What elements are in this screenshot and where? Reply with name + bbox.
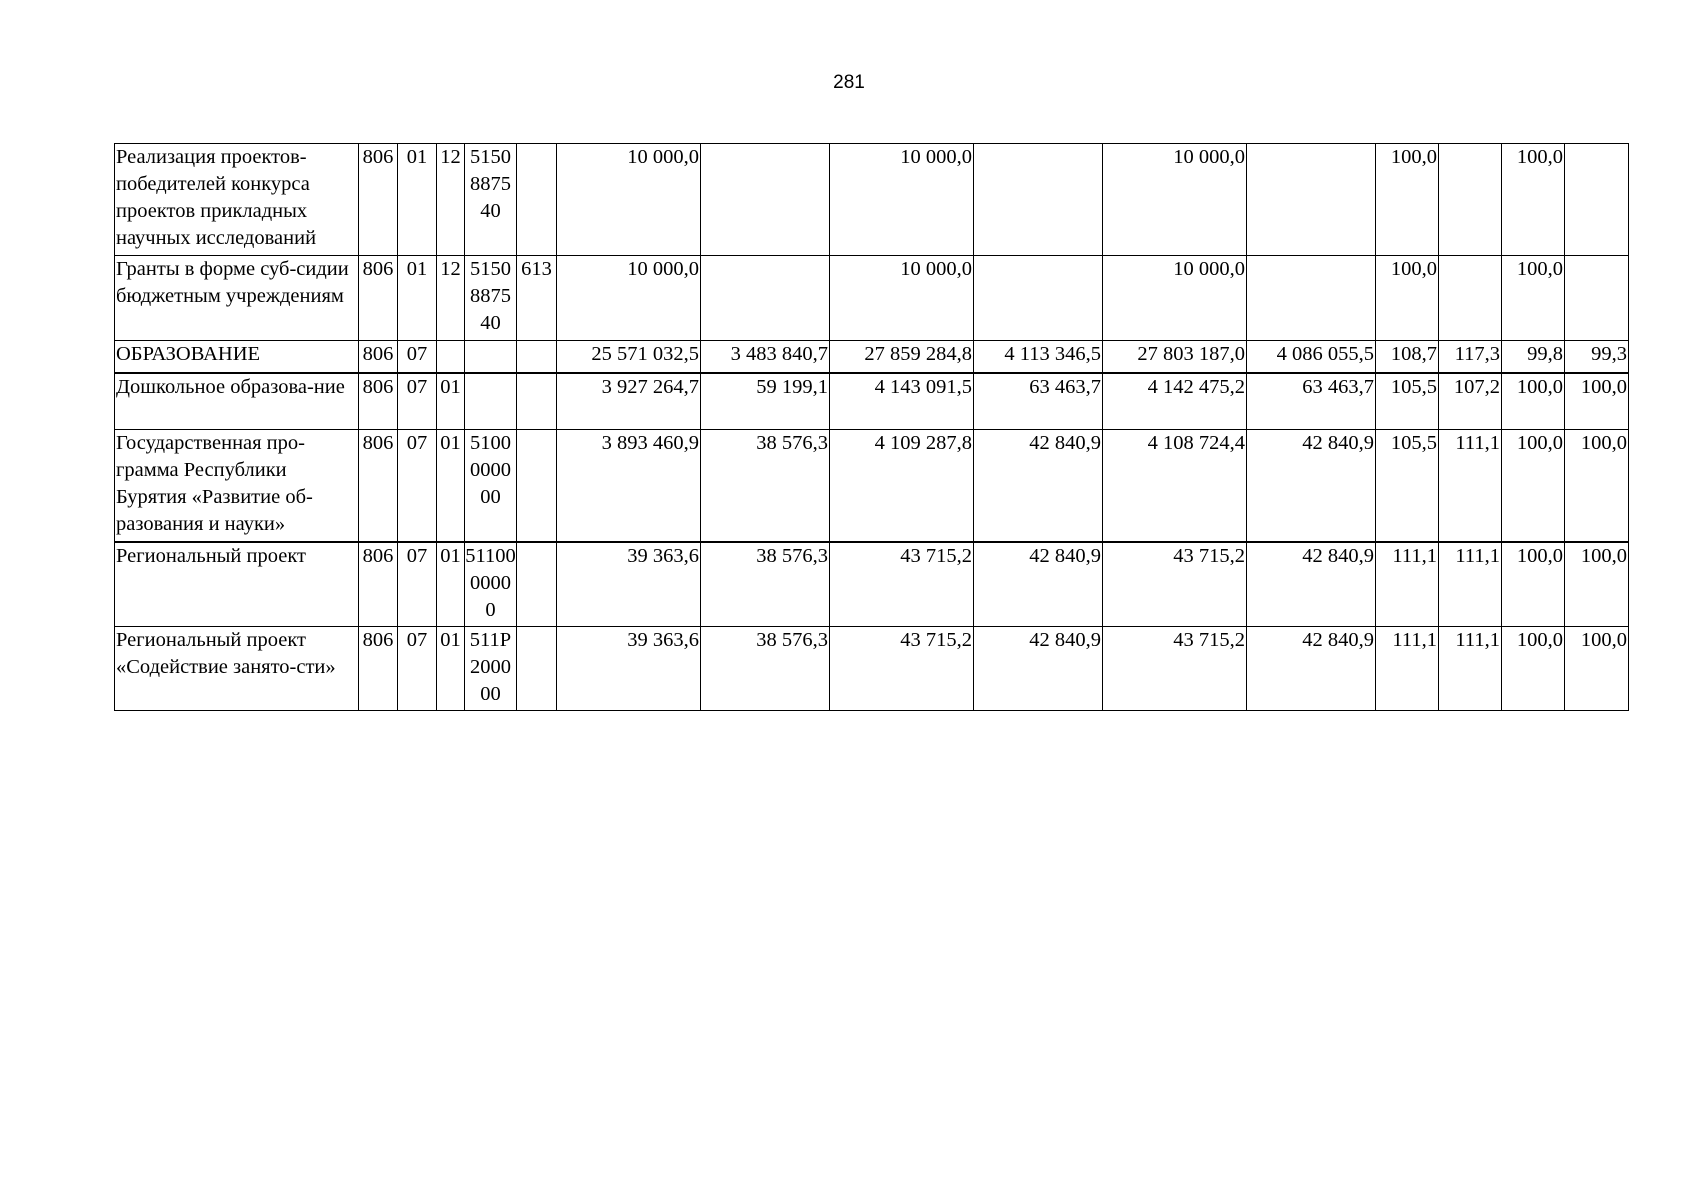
section-code: 01: [398, 256, 437, 341]
adjusted-subvention: [974, 256, 1103, 341]
approved-subvention: 38 576,3: [701, 430, 830, 542]
budget-table: [114, 143, 1629, 711]
percent-vs-adjusted-subvention: 100,0: [1565, 542, 1629, 627]
adjusted-total: 27 859 284,8: [830, 341, 974, 373]
row-name: Региональный проект: [115, 542, 359, 627]
table-row: [115, 256, 1629, 341]
percent-vs-approved-subvention: 107,2: [1439, 373, 1502, 430]
row-name: ОБРАЗОВАНИЕ: [115, 341, 359, 373]
adjusted-subvention: 42 840,9: [974, 430, 1103, 542]
percent-vs-approved: 111,1: [1376, 627, 1439, 711]
row-name: Гранты в форме суб-сидии бюджетным учреждениям: [115, 256, 359, 341]
approved-total: 10 000,0: [557, 144, 701, 256]
approved-subvention: 59 199,1: [701, 373, 830, 430]
page-number: 281: [833, 72, 865, 93]
subsection-code: 01: [437, 430, 465, 542]
approved-subvention: 38 576,3: [701, 542, 830, 627]
adjusted-subvention: 42 840,9: [974, 542, 1103, 627]
executed-total: 43 715,2: [1103, 542, 1247, 627]
grbs-code: 806: [359, 627, 398, 711]
adjusted-subvention: [974, 144, 1103, 256]
subsection-code: 12: [437, 144, 465, 256]
executed-subvention: 4 086 055,5: [1247, 341, 1376, 373]
section-code: 07: [398, 627, 437, 711]
percent-vs-approved: 105,5: [1376, 373, 1439, 430]
section-code: 07: [398, 373, 437, 430]
executed-subvention: [1247, 256, 1376, 341]
section-code: 07: [398, 430, 437, 542]
approved-subvention: [701, 144, 830, 256]
percent-vs-adjusted-subvention: 100,0: [1565, 627, 1629, 711]
executed-subvention: [1247, 144, 1376, 256]
percent-vs-adjusted-subvention: [1565, 144, 1629, 256]
grbs-code: 806: [359, 144, 398, 256]
expense-type-code: [517, 430, 557, 542]
percent-vs-approved-subvention: [1439, 144, 1502, 256]
approved-total: 39 363,6: [557, 627, 701, 711]
target-article-code: 5110000000: [465, 542, 517, 627]
approved-total: 3 893 460,9: [557, 430, 701, 542]
approved-total: 39 363,6: [557, 542, 701, 627]
expense-type-code: [517, 373, 557, 430]
executed-total: 4 142 475,2: [1103, 373, 1247, 430]
percent-vs-adjusted: 100,0: [1502, 144, 1565, 256]
subsection-code: 01: [437, 373, 465, 430]
expense-type-code: 613: [517, 256, 557, 341]
approved-subvention: 3 483 840,7: [701, 341, 830, 373]
expense-type-code: [517, 144, 557, 256]
approved-total: 25 571 032,5: [557, 341, 701, 373]
target-article-code: 5100000000: [465, 430, 517, 542]
subsection-code: 01: [437, 627, 465, 711]
grbs-code: 806: [359, 430, 398, 542]
percent-vs-adjusted: 100,0: [1502, 627, 1565, 711]
row-name: Региональный проект «Содействие занято-сти»: [115, 627, 359, 711]
table-row: [115, 542, 1629, 627]
grbs-code: 806: [359, 341, 398, 373]
target-article-code: 5150887540: [465, 256, 517, 341]
percent-vs-adjusted: 100,0: [1502, 430, 1565, 542]
approved-subvention: [701, 256, 830, 341]
section-code: 07: [398, 341, 437, 373]
table-row: [115, 373, 1629, 430]
row-name: Дошкольное образова-ние: [115, 373, 359, 430]
percent-vs-approved: 100,0: [1376, 256, 1439, 341]
grbs-code: 806: [359, 256, 398, 341]
percent-vs-approved-subvention: 111,1: [1439, 430, 1502, 542]
adjusted-subvention: 63 463,7: [974, 373, 1103, 430]
adjusted-total: 10 000,0: [830, 144, 974, 256]
executed-subvention: 42 840,9: [1247, 627, 1376, 711]
grbs-code: 806: [359, 373, 398, 430]
executed-total: 27 803 187,0: [1103, 341, 1247, 373]
percent-vs-adjusted: 100,0: [1502, 256, 1565, 341]
executed-total: 43 715,2: [1103, 627, 1247, 711]
subsection-code: 12: [437, 256, 465, 341]
approved-subvention: 38 576,3: [701, 627, 830, 711]
executed-subvention: 42 840,9: [1247, 430, 1376, 542]
percent-vs-approved-subvention: 111,1: [1439, 627, 1502, 711]
percent-vs-approved: 105,5: [1376, 430, 1439, 542]
executed-subvention: 63 463,7: [1247, 373, 1376, 430]
percent-vs-adjusted: 100,0: [1502, 542, 1565, 627]
adjusted-total: 43 715,2: [830, 627, 974, 711]
adjusted-subvention: 4 113 346,5: [974, 341, 1103, 373]
target-article-code: 5150887540: [465, 144, 517, 256]
percent-vs-adjusted-subvention: 99,3: [1565, 341, 1629, 373]
section-code: 07: [398, 542, 437, 627]
adjusted-total: 4 109 287,8: [830, 430, 974, 542]
percent-vs-approved: 100,0: [1376, 144, 1439, 256]
table-row: [115, 341, 1629, 373]
percent-vs-approved-subvention: 117,3: [1439, 341, 1502, 373]
percent-vs-approved-subvention: 111,1: [1439, 542, 1502, 627]
expense-type-code: [517, 627, 557, 711]
grbs-code: 806: [359, 542, 398, 627]
section-code: 01: [398, 144, 437, 256]
percent-vs-adjusted-subvention: 100,0: [1565, 373, 1629, 430]
executed-total: 10 000,0: [1103, 144, 1247, 256]
expense-type-code: [517, 542, 557, 627]
percent-vs-adjusted-subvention: 100,0: [1565, 430, 1629, 542]
percent-vs-adjusted: 99,8: [1502, 341, 1565, 373]
approved-total: 10 000,0: [557, 256, 701, 341]
target-article-code: [465, 341, 517, 373]
target-article-code: [465, 373, 517, 430]
percent-vs-adjusted: 100,0: [1502, 373, 1565, 430]
table-row: [115, 430, 1629, 542]
percent-vs-approved: 111,1: [1376, 542, 1439, 627]
table-row: [115, 144, 1629, 256]
table-row: [115, 627, 1629, 711]
percent-vs-adjusted-subvention: [1565, 256, 1629, 341]
approved-total: 3 927 264,7: [557, 373, 701, 430]
executed-total: 4 108 724,4: [1103, 430, 1247, 542]
adjusted-total: 4 143 091,5: [830, 373, 974, 430]
adjusted-total: 43 715,2: [830, 542, 974, 627]
target-article-code: 511P200000: [465, 627, 517, 711]
subsection-code: [437, 341, 465, 373]
adjusted-total: 10 000,0: [830, 256, 974, 341]
expense-type-code: [517, 341, 557, 373]
percent-vs-approved-subvention: [1439, 256, 1502, 341]
executed-total: 10 000,0: [1103, 256, 1247, 341]
adjusted-subvention: 42 840,9: [974, 627, 1103, 711]
percent-vs-approved: 108,7: [1376, 341, 1439, 373]
row-name: Государственная про-грамма Республики Бурятия «Развитие об-разования и науки»: [115, 430, 359, 542]
row-name: Реализация проектов-победителей конкурса проектов прикладных научных исследований: [115, 144, 359, 256]
executed-subvention: 42 840,9: [1247, 542, 1376, 627]
subsection-code: 01: [437, 542, 465, 627]
